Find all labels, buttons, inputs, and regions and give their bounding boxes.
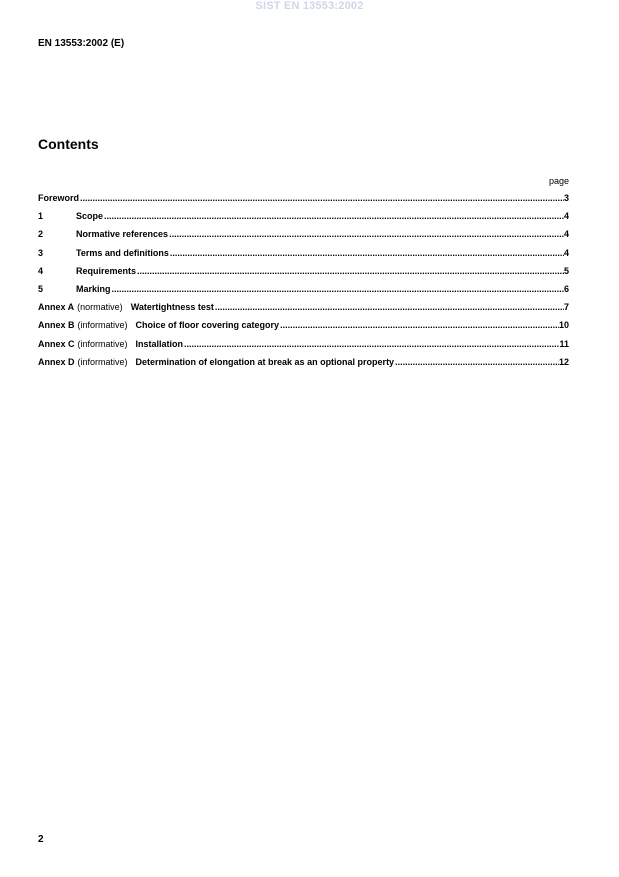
toc-entry-page: 11 [559, 338, 569, 349]
toc-entry-page: 7 [563, 302, 569, 313]
contents-heading: Contents [38, 136, 99, 152]
toc-entry-page: 4 [563, 211, 569, 222]
toc-entry-normative-references[interactable] [38, 229, 569, 247]
toc-entry-page: 3 [563, 193, 569, 203]
toc-entry-annex-c[interactable] [38, 339, 569, 357]
toc-entry-marking[interactable] [38, 284, 569, 302]
toc-entry-page: 4 [563, 247, 569, 258]
toc-entry-page: 4 [563, 229, 569, 240]
toc-leader-dots [170, 248, 564, 258]
toc-entry-title: Determination of elongation at break as an optional property [135, 356, 395, 367]
toc-entry-requirements[interactable] [38, 266, 569, 284]
toc-entry-number: 4 [38, 265, 44, 276]
toc-entry-title: Terms and definitions [76, 247, 169, 258]
toc-leader-dots [104, 211, 564, 221]
toc-entry-page: 12 [558, 356, 569, 367]
annex-type: (normative) [77, 302, 123, 313]
toc-entry-title: Installation [135, 338, 184, 349]
annex-type: (informative) [77, 338, 128, 349]
annex-label: Annex B [38, 320, 75, 331]
table-of-contents [38, 193, 569, 375]
toc-entry-annex-a[interactable] [38, 302, 569, 320]
toc-leader-dots [215, 302, 564, 312]
toc-leader-dots [112, 284, 564, 294]
annex-type: (informative) [77, 320, 128, 331]
toc-leader-dots [137, 266, 564, 276]
toc-entry-terms-and-definitions[interactable] [38, 248, 569, 266]
toc-entry-annex-b[interactable] [38, 320, 569, 338]
toc-entry-annex-d[interactable] [38, 357, 569, 375]
toc-entry-title: Choice of floor covering category [135, 320, 280, 331]
toc-leader-dots [280, 320, 559, 330]
toc-entry-page: 5 [563, 265, 569, 276]
toc-leader-dots [184, 339, 559, 349]
toc-entry-title: Marking [76, 283, 111, 294]
toc-entry-scope[interactable] [38, 211, 569, 229]
toc-leader-dots [395, 357, 559, 367]
toc-leader-dots [169, 229, 564, 239]
toc-entry-title: Scope [76, 211, 104, 222]
toc-entry-number: 3 [38, 247, 44, 258]
page-column-label: page [548, 176, 569, 186]
toc-entry-page: 10 [558, 320, 569, 331]
toc-entry-number: 1 [38, 211, 44, 222]
toc-entry-page: 6 [563, 283, 569, 294]
toc-entry-number: 2 [38, 229, 44, 240]
toc-leader-dots [80, 193, 564, 203]
document-id-header: EN 13553:2002 (E) [38, 38, 125, 49]
annex-type: (informative) [77, 356, 128, 367]
footer-page-number: 2 [38, 834, 44, 845]
toc-entry-title: Requirements [76, 265, 137, 276]
toc-entry-title: Watertightness test [130, 302, 214, 313]
annex-label: Annex D [38, 356, 75, 367]
toc-entry-title: Normative references [76, 229, 169, 240]
toc-entry-foreword[interactable] [38, 193, 569, 211]
watermark: SIST EN 13553:2002 [255, 0, 364, 12]
toc-entry-title: Foreword [38, 193, 80, 203]
toc-entry-number: 5 [38, 283, 44, 294]
annex-label: Annex C [38, 338, 75, 349]
annex-label: Annex A [38, 302, 75, 313]
